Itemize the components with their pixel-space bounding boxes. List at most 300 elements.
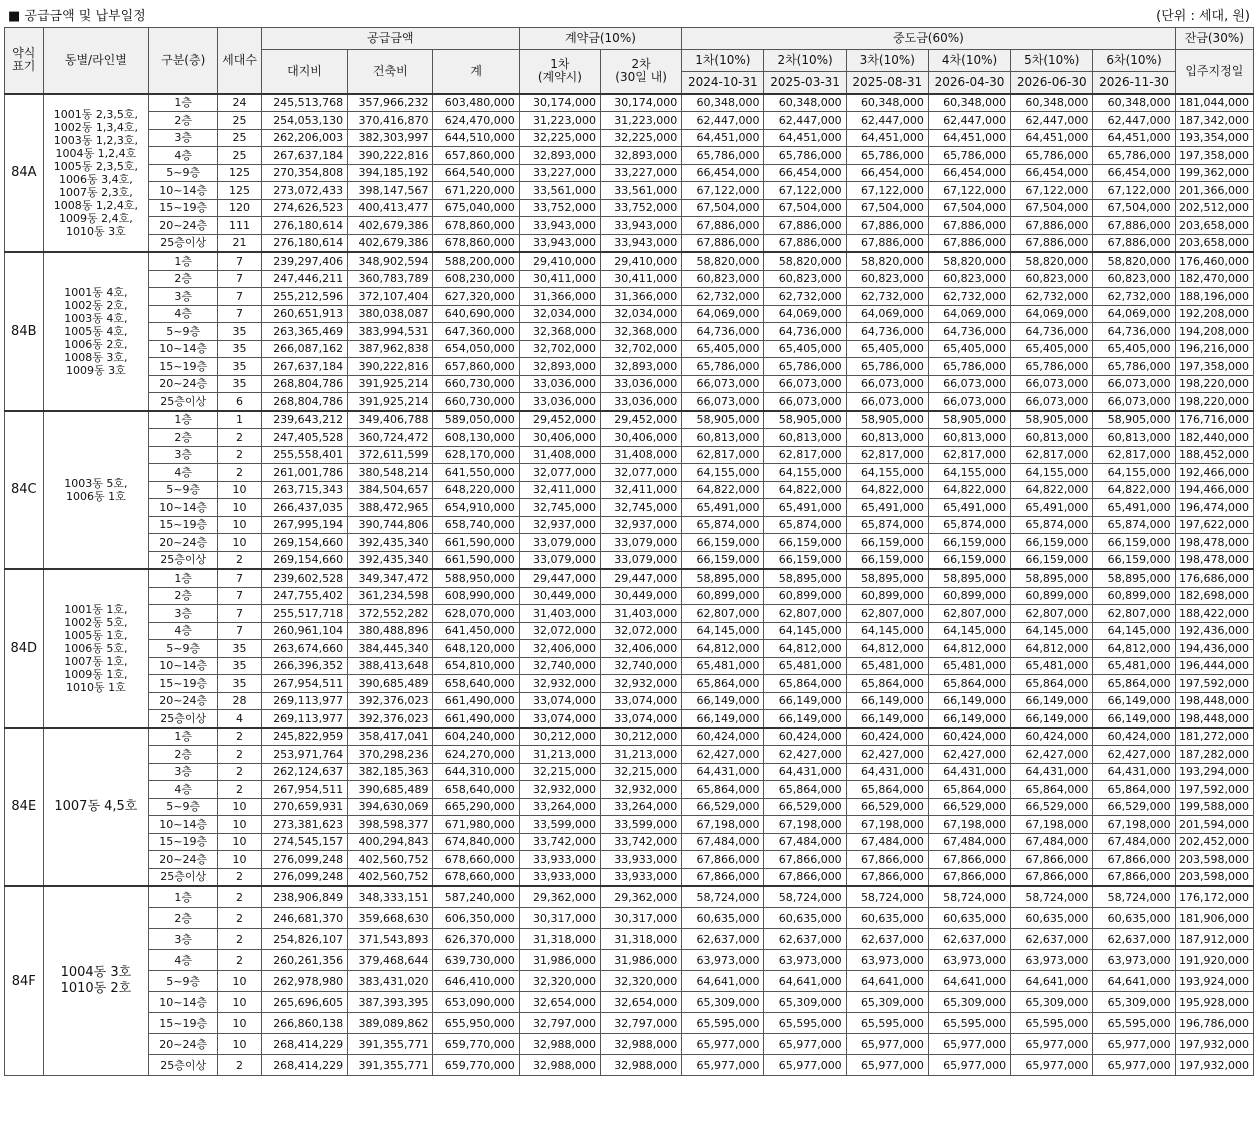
middle-1-cell: 64,155,000 <box>682 464 764 482</box>
total-price-cell: 647,360,000 <box>433 323 519 341</box>
contract-1-cell: 32,988,000 <box>519 1034 600 1055</box>
middle-3-cell: 65,595,000 <box>846 1013 928 1034</box>
table-row <box>5 551 1254 569</box>
middle-2-cell: 64,812,000 <box>764 640 846 658</box>
total-price-cell: 608,130,000 <box>433 429 519 447</box>
floor-cell: 2층 <box>149 429 218 447</box>
contract-2-cell: 32,932,000 <box>601 675 682 693</box>
middle-3-cell: 64,431,000 <box>846 763 928 781</box>
land-price-cell: 253,971,764 <box>261 746 347 764</box>
middle-2-cell: 64,641,000 <box>764 971 846 992</box>
col-contract2 <box>601 50 682 94</box>
contract-2-cell: 33,036,000 <box>601 375 682 393</box>
middle-6-cell: 67,504,000 <box>1093 199 1175 217</box>
total-price-cell: 664,540,000 <box>433 164 519 182</box>
contract-2-cell: 32,988,000 <box>601 1034 682 1055</box>
floor-cell: 3층 <box>149 446 218 464</box>
table-body <box>5 94 1254 1076</box>
middle-4-cell: 62,732,000 <box>928 288 1010 306</box>
floor-cell: 1층 <box>149 886 218 908</box>
middle-6-cell: 67,198,000 <box>1093 816 1175 834</box>
middle-4-cell: 62,427,000 <box>928 746 1010 764</box>
land-price-cell: 269,113,977 <box>261 710 347 728</box>
households-cell: 24 <box>218 94 262 112</box>
households-cell: 35 <box>218 657 262 675</box>
contract-1-cell: 32,932,000 <box>519 675 600 693</box>
contract-1-cell: 32,034,000 <box>519 305 600 323</box>
contract-2-cell: 31,408,000 <box>601 446 682 464</box>
middle-6-cell: 60,813,000 <box>1093 429 1175 447</box>
building-price-cell: 387,962,838 <box>348 340 433 358</box>
middle-1-cell: 58,895,000 <box>682 569 764 587</box>
middle-1-cell: 66,159,000 <box>682 534 764 552</box>
middle-2-cell: 62,817,000 <box>764 446 846 464</box>
land-price-cell: 245,513,768 <box>261 94 347 112</box>
middle-2-cell: 65,309,000 <box>764 992 846 1013</box>
households-cell: 125 <box>218 164 262 182</box>
middle-2-cell: 60,424,000 <box>764 728 846 746</box>
middle-6-cell: 67,866,000 <box>1093 868 1175 886</box>
land-price-cell: 269,113,977 <box>261 692 347 710</box>
middle-4-cell: 58,895,000 <box>928 569 1010 587</box>
dong-line-list: 1004동 3호 1010동 2호 <box>43 886 149 1076</box>
total-price-cell: 654,910,000 <box>433 499 519 517</box>
land-price-cell: 268,804,786 <box>261 393 347 411</box>
middle-3-cell: 60,899,000 <box>846 587 928 605</box>
contract-2-cell: 33,599,000 <box>601 816 682 834</box>
contract-2-cell: 31,986,000 <box>601 950 682 971</box>
total-price-cell: 653,090,000 <box>433 992 519 1013</box>
balance-cell: 188,452,000 <box>1175 446 1253 464</box>
middle-6-cell: 66,149,000 <box>1093 710 1175 728</box>
land-price-cell: 266,437,035 <box>261 499 347 517</box>
building-price-cell: 394,630,069 <box>348 798 433 816</box>
total-price-cell: 648,120,000 <box>433 640 519 658</box>
middle-4-cell: 65,874,000 <box>928 516 1010 534</box>
middle-6-cell: 65,491,000 <box>1093 499 1175 517</box>
col-contract: 계약금(10%) <box>519 28 681 50</box>
total-price-cell: 674,840,000 <box>433 833 519 851</box>
middle-4-cell: 58,724,000 <box>928 886 1010 908</box>
middle-5-cell: 67,198,000 <box>1011 816 1093 834</box>
building-price-cell: 390,222,816 <box>348 358 433 376</box>
table-row <box>5 868 1254 886</box>
households-cell: 10 <box>218 1034 262 1055</box>
contract-2-cell: 29,452,000 <box>601 411 682 429</box>
floor-cell: 20~24층 <box>149 851 218 869</box>
floor-cell: 20~24층 <box>149 534 218 552</box>
middle-2-cell: 60,899,000 <box>764 587 846 605</box>
contract-1-cell: 33,561,000 <box>519 182 600 200</box>
middle-2-cell: 67,886,000 <box>764 217 846 235</box>
total-price-cell: 628,170,000 <box>433 446 519 464</box>
middle-6-cell: 60,424,000 <box>1093 728 1175 746</box>
middle-3-cell: 65,874,000 <box>846 516 928 534</box>
total-price-cell: 659,770,000 <box>433 1055 519 1076</box>
land-price-cell: 260,261,356 <box>261 950 347 971</box>
table-row <box>5 971 1254 992</box>
middle-6-cell: 66,454,000 <box>1093 164 1175 182</box>
middle-5-cell: 65,864,000 <box>1011 781 1093 799</box>
households-cell: 25 <box>218 129 262 147</box>
balance-cell: 193,354,000 <box>1175 129 1253 147</box>
land-price-cell: 245,822,959 <box>261 728 347 746</box>
mid1-date: 2024-10-31 <box>682 72 764 94</box>
table-row <box>5 992 1254 1013</box>
middle-2-cell: 66,159,000 <box>764 551 846 569</box>
middle-3-cell: 65,491,000 <box>846 499 928 517</box>
building-price-cell: 384,445,340 <box>348 640 433 658</box>
middle-2-cell: 62,807,000 <box>764 605 846 623</box>
table-row <box>5 499 1254 517</box>
contract-1-cell: 33,752,000 <box>519 199 600 217</box>
contract-2-cell: 33,933,000 <box>601 868 682 886</box>
total-price-cell: 661,590,000 <box>433 534 519 552</box>
building-price-cell: 402,560,752 <box>348 868 433 886</box>
middle-2-cell: 65,786,000 <box>764 147 846 165</box>
contract1-label: 1차 <box>550 57 570 72</box>
middle-5-cell: 65,786,000 <box>1011 358 1093 376</box>
households-cell: 10 <box>218 971 262 992</box>
middle-4-cell: 58,905,000 <box>928 411 1010 429</box>
building-price-cell: 380,488,896 <box>348 622 433 640</box>
total-price-cell: 626,370,000 <box>433 929 519 950</box>
floor-cell: 10~14층 <box>149 182 218 200</box>
middle-3-cell: 60,348,000 <box>846 94 928 112</box>
contract-1-cell: 32,745,000 <box>519 499 600 517</box>
middle-4-cell: 64,812,000 <box>928 640 1010 658</box>
land-price-cell: 270,659,931 <box>261 798 347 816</box>
col-type-label: 약식 표기 <box>12 46 36 74</box>
middle-2-cell: 60,813,000 <box>764 429 846 447</box>
floor-cell: 2층 <box>149 587 218 605</box>
total-price-cell: 661,490,000 <box>433 710 519 728</box>
col-land: 대지비 <box>261 50 347 94</box>
middle-4-cell: 66,454,000 <box>928 164 1010 182</box>
middle-3-cell: 65,309,000 <box>846 992 928 1013</box>
building-price-cell: 384,504,657 <box>348 481 433 499</box>
mid2-date: 2025-03-31 <box>764 72 846 94</box>
middle-3-cell: 66,529,000 <box>846 798 928 816</box>
contract-2-cell: 30,406,000 <box>601 429 682 447</box>
households-cell: 2 <box>218 886 262 908</box>
table-row <box>5 358 1254 376</box>
middle-6-cell: 65,595,000 <box>1093 1013 1175 1034</box>
building-price-cell: 392,376,023 <box>348 692 433 710</box>
floor-cell: 25층이상 <box>149 234 218 252</box>
contract-2-cell: 33,079,000 <box>601 534 682 552</box>
middle-2-cell: 66,454,000 <box>764 164 846 182</box>
contract-2-cell: 32,215,000 <box>601 763 682 781</box>
middle-5-cell: 65,491,000 <box>1011 499 1093 517</box>
middle-2-cell: 65,864,000 <box>764 781 846 799</box>
middle-1-cell: 67,198,000 <box>682 816 764 834</box>
contract2-label: 2차 <box>631 57 651 72</box>
middle-3-cell: 58,820,000 <box>846 252 928 270</box>
households-cell: 35 <box>218 323 262 341</box>
middle-2-cell: 65,874,000 <box>764 516 846 534</box>
middle-6-cell: 60,899,000 <box>1093 587 1175 605</box>
middle-1-cell: 67,866,000 <box>682 868 764 886</box>
middle-1-cell: 65,864,000 <box>682 781 764 799</box>
contract-2-cell: 32,034,000 <box>601 305 682 323</box>
contract-1-cell: 32,368,000 <box>519 323 600 341</box>
building-price-cell: 390,685,489 <box>348 781 433 799</box>
table-row <box>5 288 1254 306</box>
balance-cell: 187,912,000 <box>1175 929 1253 950</box>
building-price-cell: 388,413,648 <box>348 657 433 675</box>
land-price-cell: 255,558,401 <box>261 446 347 464</box>
households-cell: 7 <box>218 270 262 288</box>
middle-5-cell: 66,073,000 <box>1011 393 1093 411</box>
households-cell: 10 <box>218 798 262 816</box>
total-price-cell: 608,990,000 <box>433 587 519 605</box>
building-price-cell: 394,185,192 <box>348 164 433 182</box>
total-price-cell: 678,860,000 <box>433 217 519 235</box>
floor-cell: 1층 <box>149 569 218 587</box>
middle-2-cell: 65,595,000 <box>764 1013 846 1034</box>
supply-price-table <box>4 27 1254 1076</box>
contract-1-cell: 31,366,000 <box>519 288 600 306</box>
land-price-cell: 247,405,528 <box>261 429 347 447</box>
middle-5-cell: 64,736,000 <box>1011 323 1093 341</box>
balance-cell: 194,208,000 <box>1175 323 1253 341</box>
contract-2-cell: 32,932,000 <box>601 781 682 799</box>
households-cell: 21 <box>218 234 262 252</box>
middle-4-cell: 65,864,000 <box>928 675 1010 693</box>
middle-6-cell: 65,481,000 <box>1093 657 1175 675</box>
floor-cell: 1층 <box>149 411 218 429</box>
contract-1-cell: 30,174,000 <box>519 94 600 112</box>
contract-1-cell: 32,988,000 <box>519 1055 600 1076</box>
middle-2-cell: 67,866,000 <box>764 868 846 886</box>
middle-3-cell: 62,732,000 <box>846 288 928 306</box>
middle-3-cell: 65,977,000 <box>846 1034 928 1055</box>
building-price-cell: 392,435,340 <box>348 534 433 552</box>
total-price-cell: 644,510,000 <box>433 129 519 147</box>
contract-2-cell: 33,933,000 <box>601 851 682 869</box>
middle-5-cell: 66,454,000 <box>1011 164 1093 182</box>
middle-5-cell: 67,866,000 <box>1011 868 1093 886</box>
middle-3-cell: 67,866,000 <box>846 851 928 869</box>
middle-6-cell: 65,864,000 <box>1093 675 1175 693</box>
middle-5-cell: 60,813,000 <box>1011 429 1093 447</box>
households-cell: 10 <box>218 481 262 499</box>
table-row <box>5 798 1254 816</box>
table-row <box>5 1055 1254 1076</box>
building-price-cell: 391,355,771 <box>348 1055 433 1076</box>
middle-1-cell: 66,073,000 <box>682 393 764 411</box>
middle-4-cell: 67,866,000 <box>928 851 1010 869</box>
households-cell: 10 <box>218 499 262 517</box>
middle-4-cell: 60,823,000 <box>928 270 1010 288</box>
table-row <box>5 675 1254 693</box>
middle-2-cell: 64,451,000 <box>764 129 846 147</box>
total-price-cell: 648,220,000 <box>433 481 519 499</box>
middle-4-cell: 66,529,000 <box>928 798 1010 816</box>
middle-4-cell: 65,491,000 <box>928 499 1010 517</box>
middle-2-cell: 66,159,000 <box>764 534 846 552</box>
contract-2-cell: 32,368,000 <box>601 323 682 341</box>
table-row <box>5 587 1254 605</box>
middle-2-cell: 64,822,000 <box>764 481 846 499</box>
total-price-cell: 641,550,000 <box>433 464 519 482</box>
middle-3-cell: 66,149,000 <box>846 692 928 710</box>
contract-1-cell: 31,408,000 <box>519 446 600 464</box>
total-price-cell: 640,690,000 <box>433 305 519 323</box>
contract-1-cell: 31,318,000 <box>519 929 600 950</box>
building-price-cell: 349,347,472 <box>348 569 433 587</box>
balance-cell: 187,282,000 <box>1175 746 1253 764</box>
middle-6-cell: 65,405,000 <box>1093 340 1175 358</box>
middle-5-cell: 67,886,000 <box>1011 234 1093 252</box>
households-cell: 2 <box>218 446 262 464</box>
middle-2-cell: 67,504,000 <box>764 199 846 217</box>
contract-2-cell: 29,362,000 <box>601 886 682 908</box>
total-price-cell: 678,660,000 <box>433 868 519 886</box>
households-cell: 35 <box>218 340 262 358</box>
middle-1-cell: 62,807,000 <box>682 605 764 623</box>
contract-1-cell: 32,702,000 <box>519 340 600 358</box>
land-price-cell: 263,715,343 <box>261 481 347 499</box>
middle-2-cell: 58,895,000 <box>764 569 846 587</box>
col-mid1: 1차(10%) <box>682 50 764 72</box>
contract-1-cell: 30,317,000 <box>519 908 600 929</box>
balance-cell: 176,460,000 <box>1175 252 1253 270</box>
households-cell: 2 <box>218 1055 262 1076</box>
contract-2-cell: 32,988,000 <box>601 1055 682 1076</box>
middle-5-cell: 58,724,000 <box>1011 886 1093 908</box>
middle-3-cell: 65,786,000 <box>846 147 928 165</box>
total-price-cell: 659,770,000 <box>433 1034 519 1055</box>
middle-6-cell: 58,820,000 <box>1093 252 1175 270</box>
floor-cell: 3층 <box>149 763 218 781</box>
land-price-cell: 239,297,406 <box>261 252 347 270</box>
balance-cell: 192,436,000 <box>1175 622 1253 640</box>
middle-4-cell: 64,641,000 <box>928 971 1010 992</box>
dong-line-list: 1001동 2,3,5호, 1002동 1,3,4호, 1003동 1,2,3호, 1004동 1,2,4호 1005동 2,3,5호, 1006동 3,4호, 1007동 2,3호, 1008동 1,2,4호, 1009동 2,4호, 1010동 3호 <box>43 94 149 253</box>
building-price-cell: 360,724,472 <box>348 429 433 447</box>
balance-cell: 202,452,000 <box>1175 833 1253 851</box>
total-price-cell: 641,450,000 <box>433 622 519 640</box>
balance-cell: 198,220,000 <box>1175 393 1253 411</box>
middle-4-cell: 65,481,000 <box>928 657 1010 675</box>
contract-1-cell: 32,740,000 <box>519 657 600 675</box>
contract-1-cell: 31,403,000 <box>519 605 600 623</box>
middle-1-cell: 65,309,000 <box>682 992 764 1013</box>
balance-cell: 193,294,000 <box>1175 763 1253 781</box>
table-row <box>5 217 1254 235</box>
contract-2-cell: 32,797,000 <box>601 1013 682 1034</box>
households-cell: 10 <box>218 833 262 851</box>
total-price-cell: 628,070,000 <box>433 605 519 623</box>
middle-5-cell: 64,145,000 <box>1011 622 1093 640</box>
middle-6-cell: 64,431,000 <box>1093 763 1175 781</box>
middle-1-cell: 67,886,000 <box>682 234 764 252</box>
floor-cell: 15~19층 <box>149 358 218 376</box>
households-cell: 10 <box>218 816 262 834</box>
middle-6-cell: 62,427,000 <box>1093 746 1175 764</box>
middle-3-cell: 62,447,000 <box>846 112 928 130</box>
contract-2-cell: 32,225,000 <box>601 129 682 147</box>
middle-4-cell: 62,447,000 <box>928 112 1010 130</box>
middle-1-cell: 60,424,000 <box>682 728 764 746</box>
total-price-cell: 678,660,000 <box>433 851 519 869</box>
land-price-cell: 267,954,511 <box>261 781 347 799</box>
households-cell: 35 <box>218 358 262 376</box>
middle-6-cell: 64,736,000 <box>1093 323 1175 341</box>
building-price-cell: 392,376,023 <box>348 710 433 728</box>
building-price-cell: 382,185,363 <box>348 763 433 781</box>
middle-1-cell: 64,641,000 <box>682 971 764 992</box>
middle-6-cell: 62,447,000 <box>1093 112 1175 130</box>
middle-5-cell: 62,732,000 <box>1011 288 1093 306</box>
balance-cell: 198,448,000 <box>1175 692 1253 710</box>
land-price-cell: 268,414,229 <box>261 1055 347 1076</box>
col-balance-date: 입주지정일 <box>1175 50 1253 94</box>
middle-2-cell: 58,724,000 <box>764 886 846 908</box>
balance-cell: 192,208,000 <box>1175 305 1253 323</box>
households-cell: 120 <box>218 199 262 217</box>
middle-1-cell: 65,595,000 <box>682 1013 764 1034</box>
middle-5-cell: 64,822,000 <box>1011 481 1093 499</box>
land-price-cell: 255,517,718 <box>261 605 347 623</box>
middle-1-cell: 65,977,000 <box>682 1055 764 1076</box>
building-price-cell: 383,431,020 <box>348 971 433 992</box>
middle-3-cell: 64,155,000 <box>846 464 928 482</box>
middle-2-cell: 65,977,000 <box>764 1034 846 1055</box>
contract-1-cell: 30,449,000 <box>519 587 600 605</box>
middle-4-cell: 67,198,000 <box>928 816 1010 834</box>
middle-4-cell: 65,786,000 <box>928 147 1010 165</box>
middle-4-cell: 67,122,000 <box>928 182 1010 200</box>
contract-1-cell: 33,933,000 <box>519 868 600 886</box>
middle-6-cell: 67,484,000 <box>1093 833 1175 851</box>
balance-cell: 192,466,000 <box>1175 464 1253 482</box>
table-row <box>5 569 1254 587</box>
contract-2-cell: 33,227,000 <box>601 164 682 182</box>
middle-5-cell: 60,424,000 <box>1011 728 1093 746</box>
contract-2-cell: 32,937,000 <box>601 516 682 534</box>
middle-2-cell: 66,073,000 <box>764 375 846 393</box>
middle-3-cell: 65,786,000 <box>846 358 928 376</box>
middle-4-cell: 65,595,000 <box>928 1013 1010 1034</box>
middle-1-cell: 66,529,000 <box>682 798 764 816</box>
contract-2-cell: 31,403,000 <box>601 605 682 623</box>
contract-1-cell: 32,893,000 <box>519 147 600 165</box>
middle-1-cell: 60,813,000 <box>682 429 764 447</box>
land-price-cell: 260,651,913 <box>261 305 347 323</box>
floor-cell: 25층이상 <box>149 551 218 569</box>
middle-2-cell: 66,149,000 <box>764 710 846 728</box>
households-cell: 10 <box>218 516 262 534</box>
middle-5-cell: 64,641,000 <box>1011 971 1093 992</box>
floor-cell: 10~14층 <box>149 992 218 1013</box>
land-price-cell: 246,681,370 <box>261 908 347 929</box>
middle-6-cell: 67,122,000 <box>1093 182 1175 200</box>
households-cell: 7 <box>218 622 262 640</box>
building-price-cell: 361,234,598 <box>348 587 433 605</box>
households-cell: 125 <box>218 182 262 200</box>
table-row <box>5 429 1254 447</box>
col-middle: 중도금(60%) <box>682 28 1175 50</box>
contract-1-cell: 32,225,000 <box>519 129 600 147</box>
table-row <box>5 375 1254 393</box>
contract-1-cell: 32,932,000 <box>519 781 600 799</box>
households-cell: 10 <box>218 1013 262 1034</box>
middle-1-cell: 67,866,000 <box>682 851 764 869</box>
middle-1-cell: 65,977,000 <box>682 1034 764 1055</box>
